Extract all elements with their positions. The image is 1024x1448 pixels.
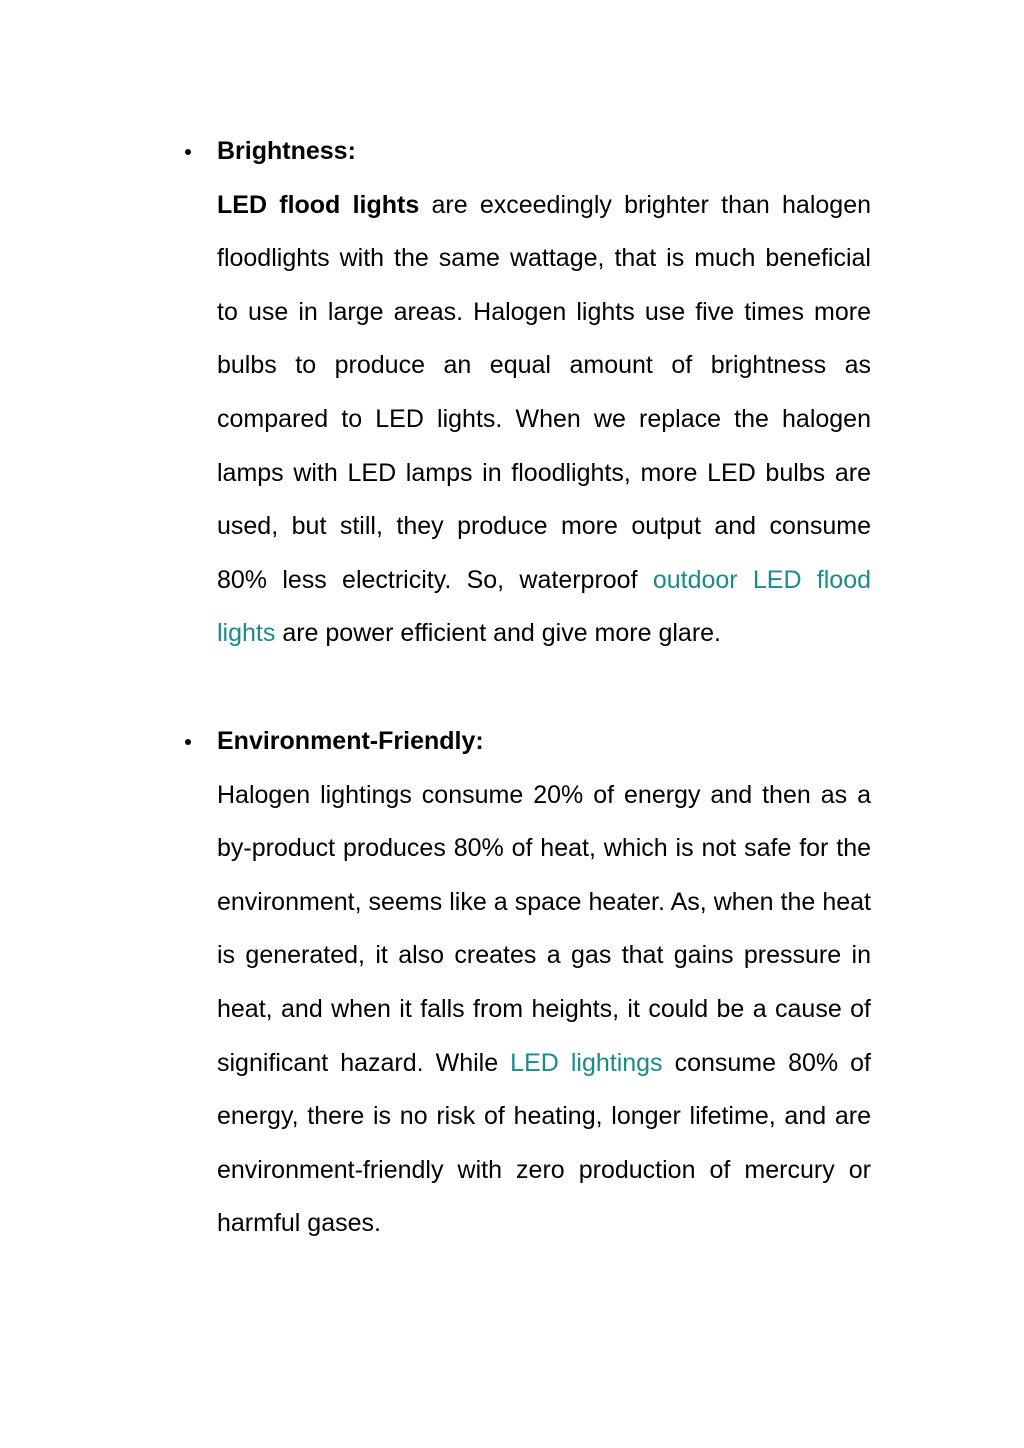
paragraph-lead-bold: LED flood lights xyxy=(217,190,420,219)
led-lightings-link[interactable]: LED lightings xyxy=(510,1048,663,1077)
section-paragraph xyxy=(217,769,871,1251)
paragraph-text: are exceedingly brighter than halogen floodlights with the same wattage, that is much beneficial to use in large areas. Halogen lights use five times more bulbs to produce an equal amount of brightness as compared to LED lights. When we replace the halogen lamps with LED lamps in floodlights, more LED bulbs are used, but still, they produce more output and consume 80% less electricity. So, waterproof xyxy=(217,190,872,594)
section-paragraph xyxy=(217,179,871,661)
bullet-icon xyxy=(185,149,191,155)
section-heading: Environment-Friendly: xyxy=(217,727,484,755)
bullet-icon xyxy=(185,739,191,745)
outdoor-led-flood-lights-link[interactable]: outdoor LED flood lights xyxy=(217,565,872,648)
paragraph-text: Halogen lightings consume 20% of energy and then as a by-product produces 80% of heat, which is not safe for the environment, seems like a space heater. As, when the heat is generated, it also creates a gas that gains pressure in heat, and when it falls from heights, it could be a cause of significant hazard. While xyxy=(217,780,871,1077)
section-brightness xyxy=(217,125,871,661)
paragraph-text: consume 80% of energy, there is no risk of heating, longer lifetime, and are environment-friendly with zero production of mercury or harmful gases. xyxy=(217,1048,871,1238)
paragraph-text: are power efficient and give more glare. xyxy=(275,619,721,648)
section-environment-friendly xyxy=(217,715,871,1251)
section-heading: Brightness: xyxy=(217,137,356,165)
